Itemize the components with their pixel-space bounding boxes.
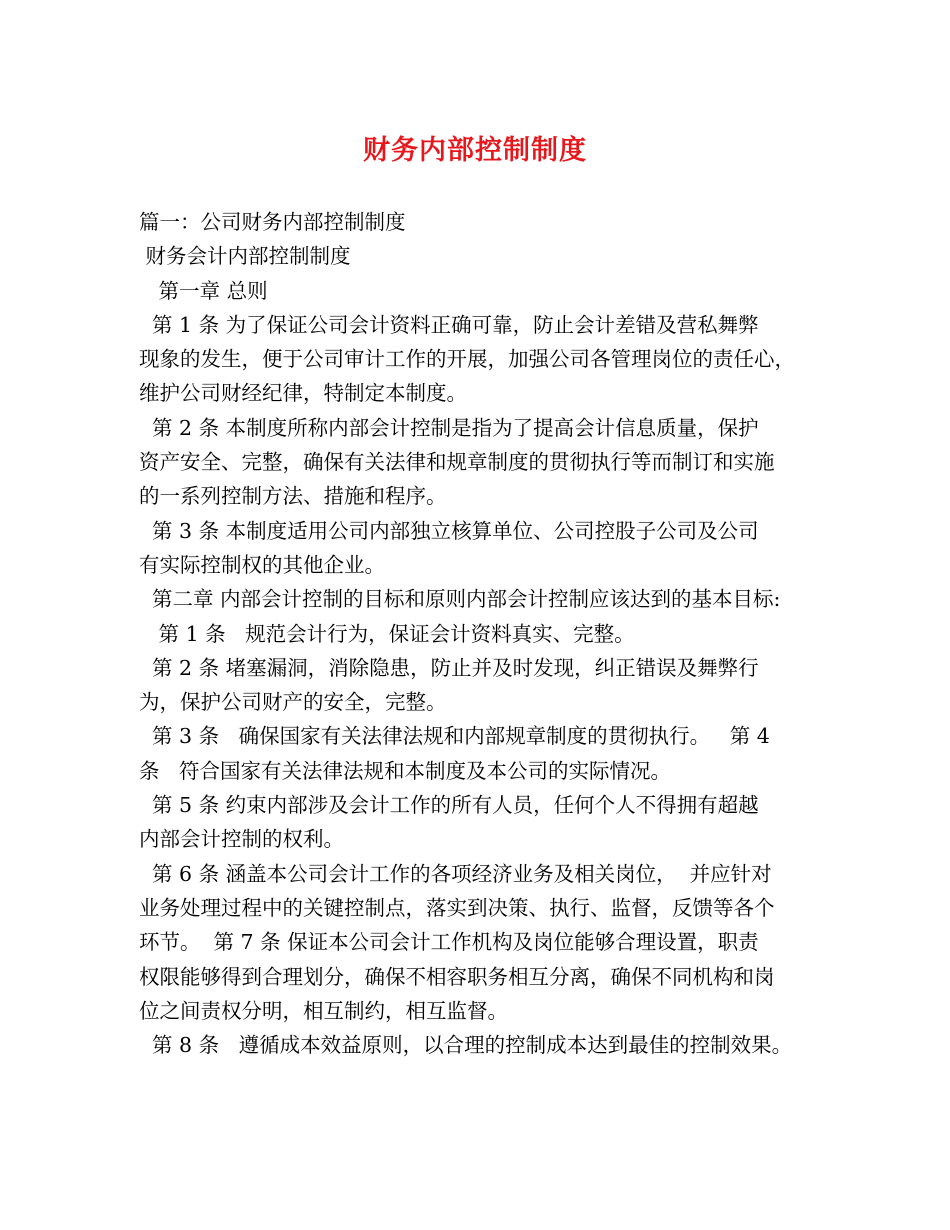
- text-line: 第 6 条 涵盖本公司会计工作的各项经济业务及相关岗位， 并应针对: [139, 861, 772, 886]
- text-line: 第一章 总则: [139, 278, 268, 303]
- document-title: 财务内部控制制度: [363, 135, 587, 166]
- text-line: 第 8 条 遵循成本效益原则，以合理的控制成本达到最佳的控制效果。: [139, 1033, 793, 1058]
- text-line: 为，保护公司财产的安全，完整。: [139, 690, 447, 715]
- text-line: 第 2 条 堵塞漏洞，消除隐患，防止并及时发现，纠正错误及舞弊行: [139, 655, 759, 680]
- text-line: 位之间责权分明，相互制约，相互监督。: [139, 998, 508, 1023]
- text-line: 第 3 条 本制度适用公司内部独立核算单位、公司控股子公司及公司: [139, 518, 759, 543]
- text-line: 内部会计控制的权利。: [139, 827, 344, 852]
- text-line: 的一系列控制方法、措施和程序。: [139, 484, 447, 509]
- text-line: 现象的发生，便于公司审计工作的开展，加强公司各管理岗位的责任心，: [139, 347, 795, 372]
- text-line: 第二章 内部会计控制的目标和原则内部会计控制应该达到的基本目标:: [139, 587, 781, 612]
- text-line: 篇一：公司财务内部控制制度: [139, 210, 406, 234]
- document-body: [139, 205, 829, 1062]
- text-line: 第 2 条 本制度所称内部会计控制是指为了提高会计信息质量，保护: [139, 415, 759, 440]
- text-line: 资产安全、完整，确保有关法律和规章制度的贯彻执行等而制订和实施: [139, 450, 775, 475]
- text-line: 条 符合国家有关法律法规和本制度及本公司的实际情况。: [139, 758, 672, 783]
- text-line: 第 3 条 确保国家有关法律法规和内部规章制度的贯彻执行。 第 4: [139, 724, 770, 749]
- text-line: 维护公司财经纪律，特制定本制度。: [139, 381, 467, 406]
- text-line: 财务会计内部控制制度: [139, 244, 351, 269]
- text-line: 第 1 条 为了保证公司会计资料正确可靠，防止会计差错及营私舞弊: [139, 312, 759, 337]
- text-line: 第 1 条 规范会计行为，保证会计资料真实、完整。: [139, 621, 635, 646]
- text-line: 权限能够得到合理划分，确保不相容职务相互分离，确保不同机构和岗: [139, 964, 775, 989]
- text-line: 第 5 条 约束内部涉及会计工作的所有人员，任何个人不得拥有超越: [139, 793, 759, 818]
- text-line: 有实际控制权的其他企业。: [139, 552, 385, 577]
- text-line: 环节。 第 7 条 保证本公司会计工作机构及岗位能够合理设置，职责: [139, 930, 759, 955]
- text-line: 业务处理过程中的关键控制点，落实到决策、执行、监督，反馈等各个: [139, 895, 775, 920]
